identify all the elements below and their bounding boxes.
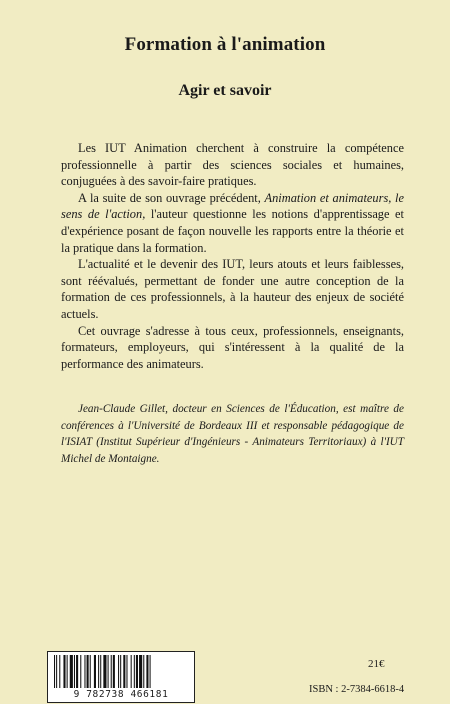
barcode-bar xyxy=(123,655,125,688)
barcode-bar xyxy=(80,655,81,688)
barcode-bar xyxy=(74,655,75,688)
barcode-bar xyxy=(134,655,135,688)
blurb-paragraph-3: L'actualité et le devenir des IUT, leurs atouts et leurs faiblesses, sont réévalués, permettant de fonder une autre conception de la formation de ces professionnels, à la hauteur des enjeux de société actuels. xyxy=(61,257,404,321)
barcode-bar xyxy=(108,655,109,688)
blurb-paragraph-2-end: l'auteur questionne les notions d'apprentissage et d'expérience posant de façon nouvelle les rapports entre la théorie et la pratique dans la formation. xyxy=(61,207,405,255)
author-bio: Jean-Claude Gillet, docteur en Sciences de l'Éducation, est maître de conférences à l'Université de Bordeaux III et responsable pédagogique de l'ISIAT (Institut Supérieur d'Ingénieurs - Animateurs Territoriaux) à l'IUT Michel de Montaigne. xyxy=(61,403,404,465)
barcode-bar xyxy=(67,655,68,688)
barcode-bars xyxy=(52,655,190,688)
barcode-bar xyxy=(118,655,119,688)
barcode-bar xyxy=(63,655,65,688)
barcode-bar xyxy=(56,655,57,688)
blurb-paragraph-2-start: A la suite de son ouvrage précédent, xyxy=(78,190,265,205)
barcode-bar xyxy=(143,655,144,688)
barcode-bar xyxy=(59,655,60,688)
barcode-bar xyxy=(120,655,121,688)
barcode-bar xyxy=(94,655,96,688)
barcode-bar xyxy=(70,655,73,688)
barcode xyxy=(47,651,195,703)
barcode-bar xyxy=(100,655,101,688)
barcode-bar xyxy=(103,655,106,688)
barcode-bar xyxy=(111,655,112,688)
barcode-bar xyxy=(139,655,142,688)
blurb-paragraph-1: Les IUT Animation cherchent à construire la compétence professionnelle à partir des sciences sociales et humaines, conjuguées à des savoir-faire pratiques. xyxy=(61,141,404,189)
barcode-bar xyxy=(76,655,78,688)
barcode-bar xyxy=(87,655,89,688)
barcode-bar xyxy=(98,655,99,688)
blurb-paragraph-4: Cet ouvrage s'adresse à tous ceux, professionnels, enseignants, formateurs, employeurs, qui s'intéressent à la qualité de la performance des animateurs. xyxy=(61,323,404,371)
barcode-bar xyxy=(90,655,91,688)
barcode-bar xyxy=(126,655,127,688)
barcode-bar xyxy=(113,655,115,688)
barcode-bar xyxy=(54,655,55,688)
blurb-paragraph-2 xyxy=(61,190,404,256)
barcode-bar xyxy=(84,655,85,688)
barcode-number: 9 782738 466181 xyxy=(73,689,169,700)
barcode-bar xyxy=(146,655,148,688)
barcode-bar xyxy=(131,655,132,688)
barcode-bar xyxy=(136,655,138,688)
book-title: Formation à l'animation xyxy=(124,34,326,55)
price: 21€ xyxy=(368,658,385,670)
blurb xyxy=(61,140,404,372)
isbn: ISBN : 2-7384-6618-4 xyxy=(309,684,405,695)
book-subtitle: Agir et savoir xyxy=(178,82,272,99)
barcode-bar xyxy=(150,655,151,688)
previous-book-title: Animation et animateurs, le sens de l'action, xyxy=(61,190,404,222)
